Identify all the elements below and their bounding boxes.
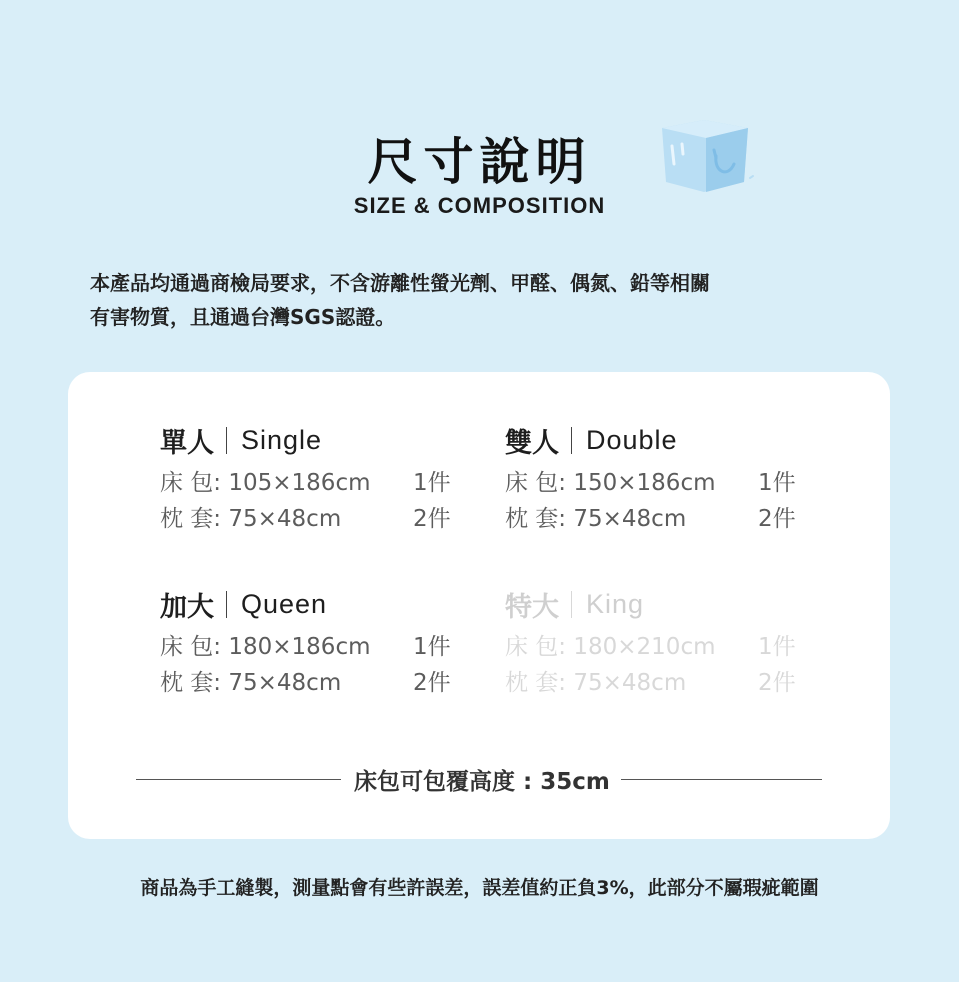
- size-name-en: King: [586, 588, 645, 619]
- intro-line: 本產品均通過商檢局要求，不含游離性螢光劑、甲醛、偶氮、鉛等相關: [90, 271, 710, 295]
- row-label: 枕 套: 75×48cm: [160, 506, 342, 532]
- size-row: [505, 496, 825, 532]
- size-heading: [505, 420, 825, 460]
- intro-line: 有害物質，且通過台灣SGS認證。: [90, 305, 396, 329]
- size-block-double: [505, 420, 825, 532]
- intro-text: [90, 266, 890, 334]
- size-heading: [160, 584, 480, 624]
- divider: [571, 591, 572, 618]
- row-qty: 1件: [413, 634, 451, 660]
- size-block-king: [505, 584, 825, 696]
- size-name-en: Single: [241, 424, 323, 455]
- size-card: [68, 372, 890, 839]
- size-row: [160, 624, 480, 660]
- size-block-queen: [160, 584, 480, 696]
- footer-note: 商品為手工縫製，測量點會有些許誤差，誤差值約正負3%，此部分不屬瑕疵範圍: [140, 877, 819, 899]
- row-label: 枕 套: 75×48cm: [160, 670, 342, 696]
- size-row: [505, 460, 825, 496]
- page-title: 尺寸說明: [367, 133, 592, 191]
- row-qty: 1件: [413, 470, 451, 496]
- row-label: 床 包: 180×186cm: [160, 634, 371, 660]
- row-qty: 1件: [758, 470, 796, 496]
- row-qty: 2件: [758, 670, 796, 696]
- size-name-en: Queen: [241, 588, 328, 619]
- size-row: [160, 460, 480, 496]
- size-heading: [505, 584, 825, 624]
- size-row: [505, 660, 825, 696]
- size-heading: [160, 420, 480, 460]
- divider: [226, 427, 227, 454]
- row-label: 床 包: 150×186cm: [505, 470, 716, 496]
- divider: [571, 427, 572, 454]
- size-row: [160, 660, 480, 696]
- row-qty: 1件: [758, 634, 796, 660]
- row-label: 枕 套: 75×48cm: [505, 506, 687, 532]
- size-name-zh: 特大: [505, 591, 559, 623]
- row-qty: 2件: [758, 506, 796, 532]
- size-name-en: Double: [586, 424, 678, 455]
- size-name-zh: 雙人: [505, 427, 559, 459]
- row-qty: 2件: [413, 506, 451, 532]
- row-label: 床 包: 180×210cm: [505, 634, 716, 660]
- ice-cube-icon: [652, 112, 764, 196]
- size-row: [505, 624, 825, 660]
- divider-line: [621, 779, 822, 780]
- size-name-zh: 單人: [160, 427, 214, 459]
- row-qty: 2件: [413, 670, 451, 696]
- row-label: 枕 套: 75×48cm: [505, 670, 687, 696]
- size-block-single: [160, 420, 480, 532]
- size-name-zh: 加大: [160, 591, 214, 623]
- divider-line: [136, 779, 341, 780]
- page-subtitle: SIZE & COMPOSITION: [353, 193, 606, 218]
- depth-note: 床包可包覆高度 : 35cm: [354, 769, 610, 795]
- depth-note-row: [136, 763, 822, 793]
- row-label: 床 包: 105×186cm: [160, 470, 371, 496]
- size-row: [160, 496, 480, 532]
- divider: [226, 591, 227, 618]
